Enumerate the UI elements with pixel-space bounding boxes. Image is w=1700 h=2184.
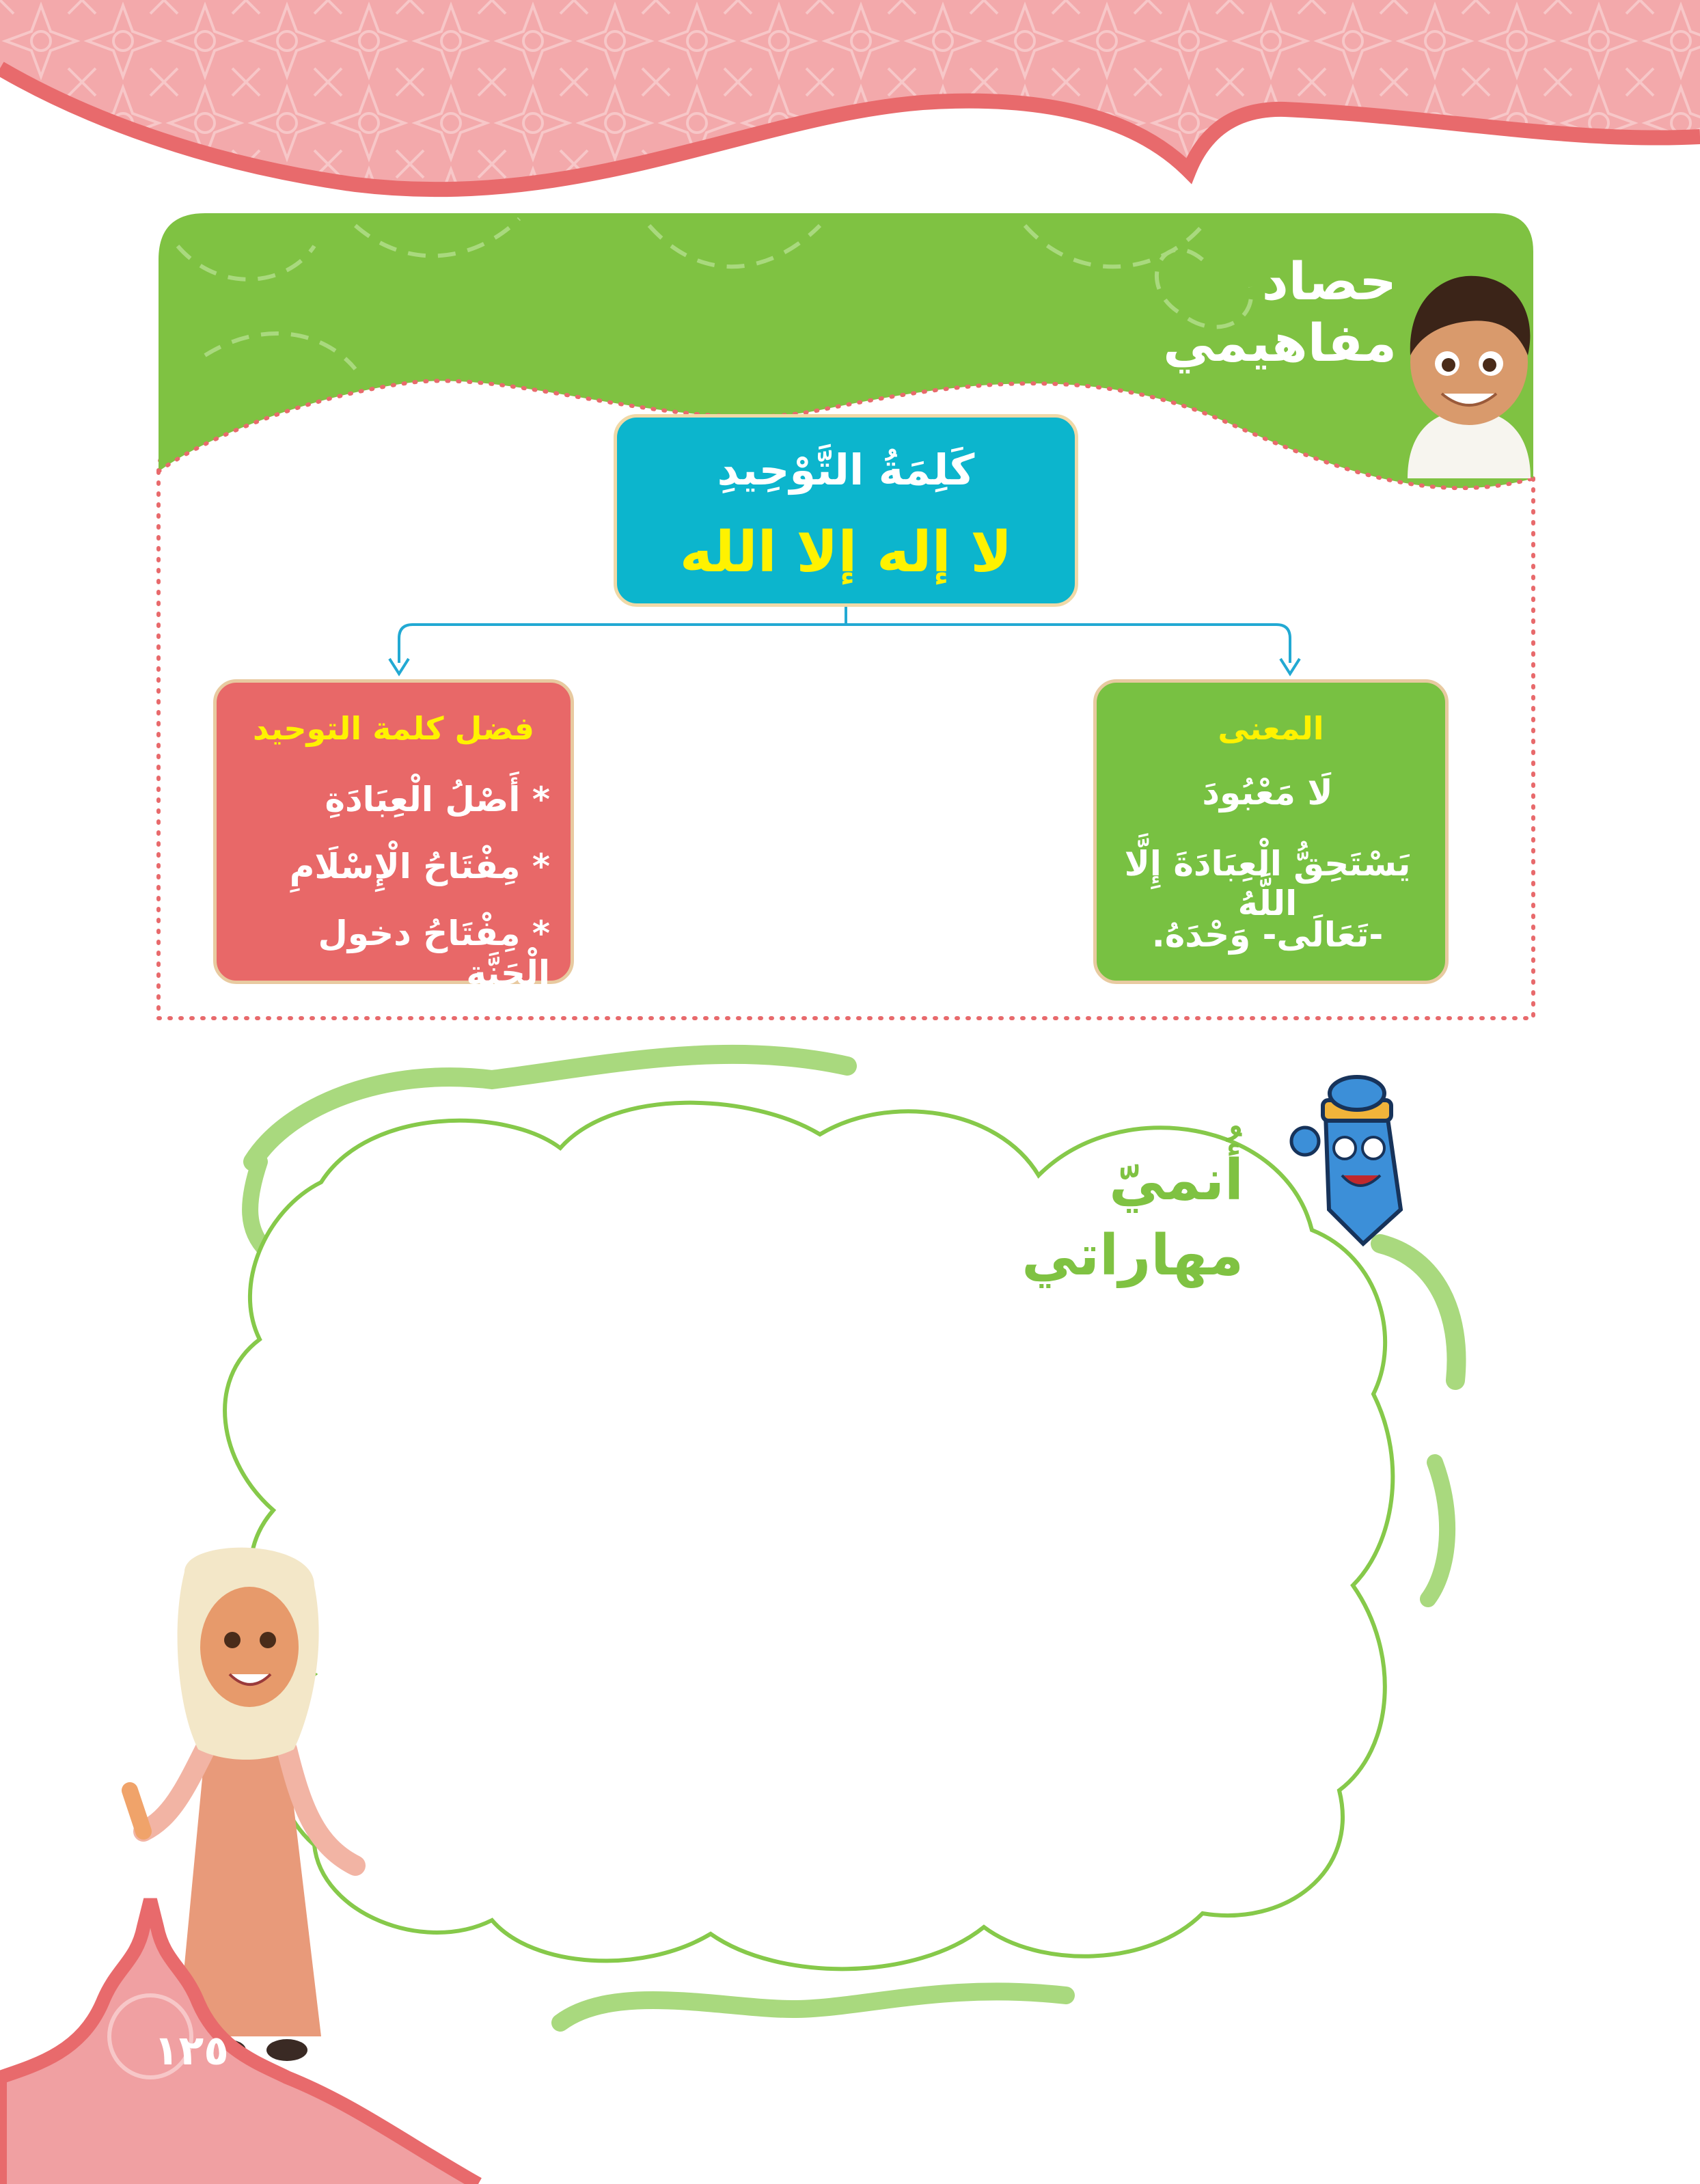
meaning-line: لَا مَعْبُودَ — [1202, 773, 1333, 813]
page-number: ١٢٥ — [154, 2027, 229, 2075]
header-title-line1: حصاد — [1261, 251, 1397, 312]
merit-title: فضل كلمة التوحيد — [253, 710, 534, 747]
meaning-line: -تَعَالَى- وَحْدَهُ. — [1151, 915, 1384, 955]
meaning-line: يَسْتَحِقُّ الْعِبَادَةَ إِلَّا اللَّهُ — [1124, 844, 1411, 923]
merit-item: * أَصْلُ الْعِبَادَةِ — [325, 780, 550, 819]
merit-item: * مِفْتَاحُ دخول الْجَنَّةِ — [318, 914, 550, 993]
tawhid-label: كَلِمَةُ التَّوْحِيدِ — [717, 445, 975, 495]
tawhid-root-box — [614, 414, 1078, 607]
meaning-title: المعنى — [1218, 710, 1324, 747]
tawhid-phrase: لا إله إلا الله — [679, 520, 1013, 585]
skills-title-line1: أُنميّ — [1109, 1148, 1244, 1213]
merit-item: * مِفْتَاحُ الْإِسْلَامِ — [289, 847, 550, 886]
header-title-line2: مفاهيمي — [1163, 312, 1397, 373]
skills-title-line2: مهاراتي — [1022, 1223, 1244, 1288]
meaning-box — [1093, 679, 1449, 984]
pencil-mascot — [1278, 1073, 1435, 1251]
merit-box — [213, 679, 574, 993]
